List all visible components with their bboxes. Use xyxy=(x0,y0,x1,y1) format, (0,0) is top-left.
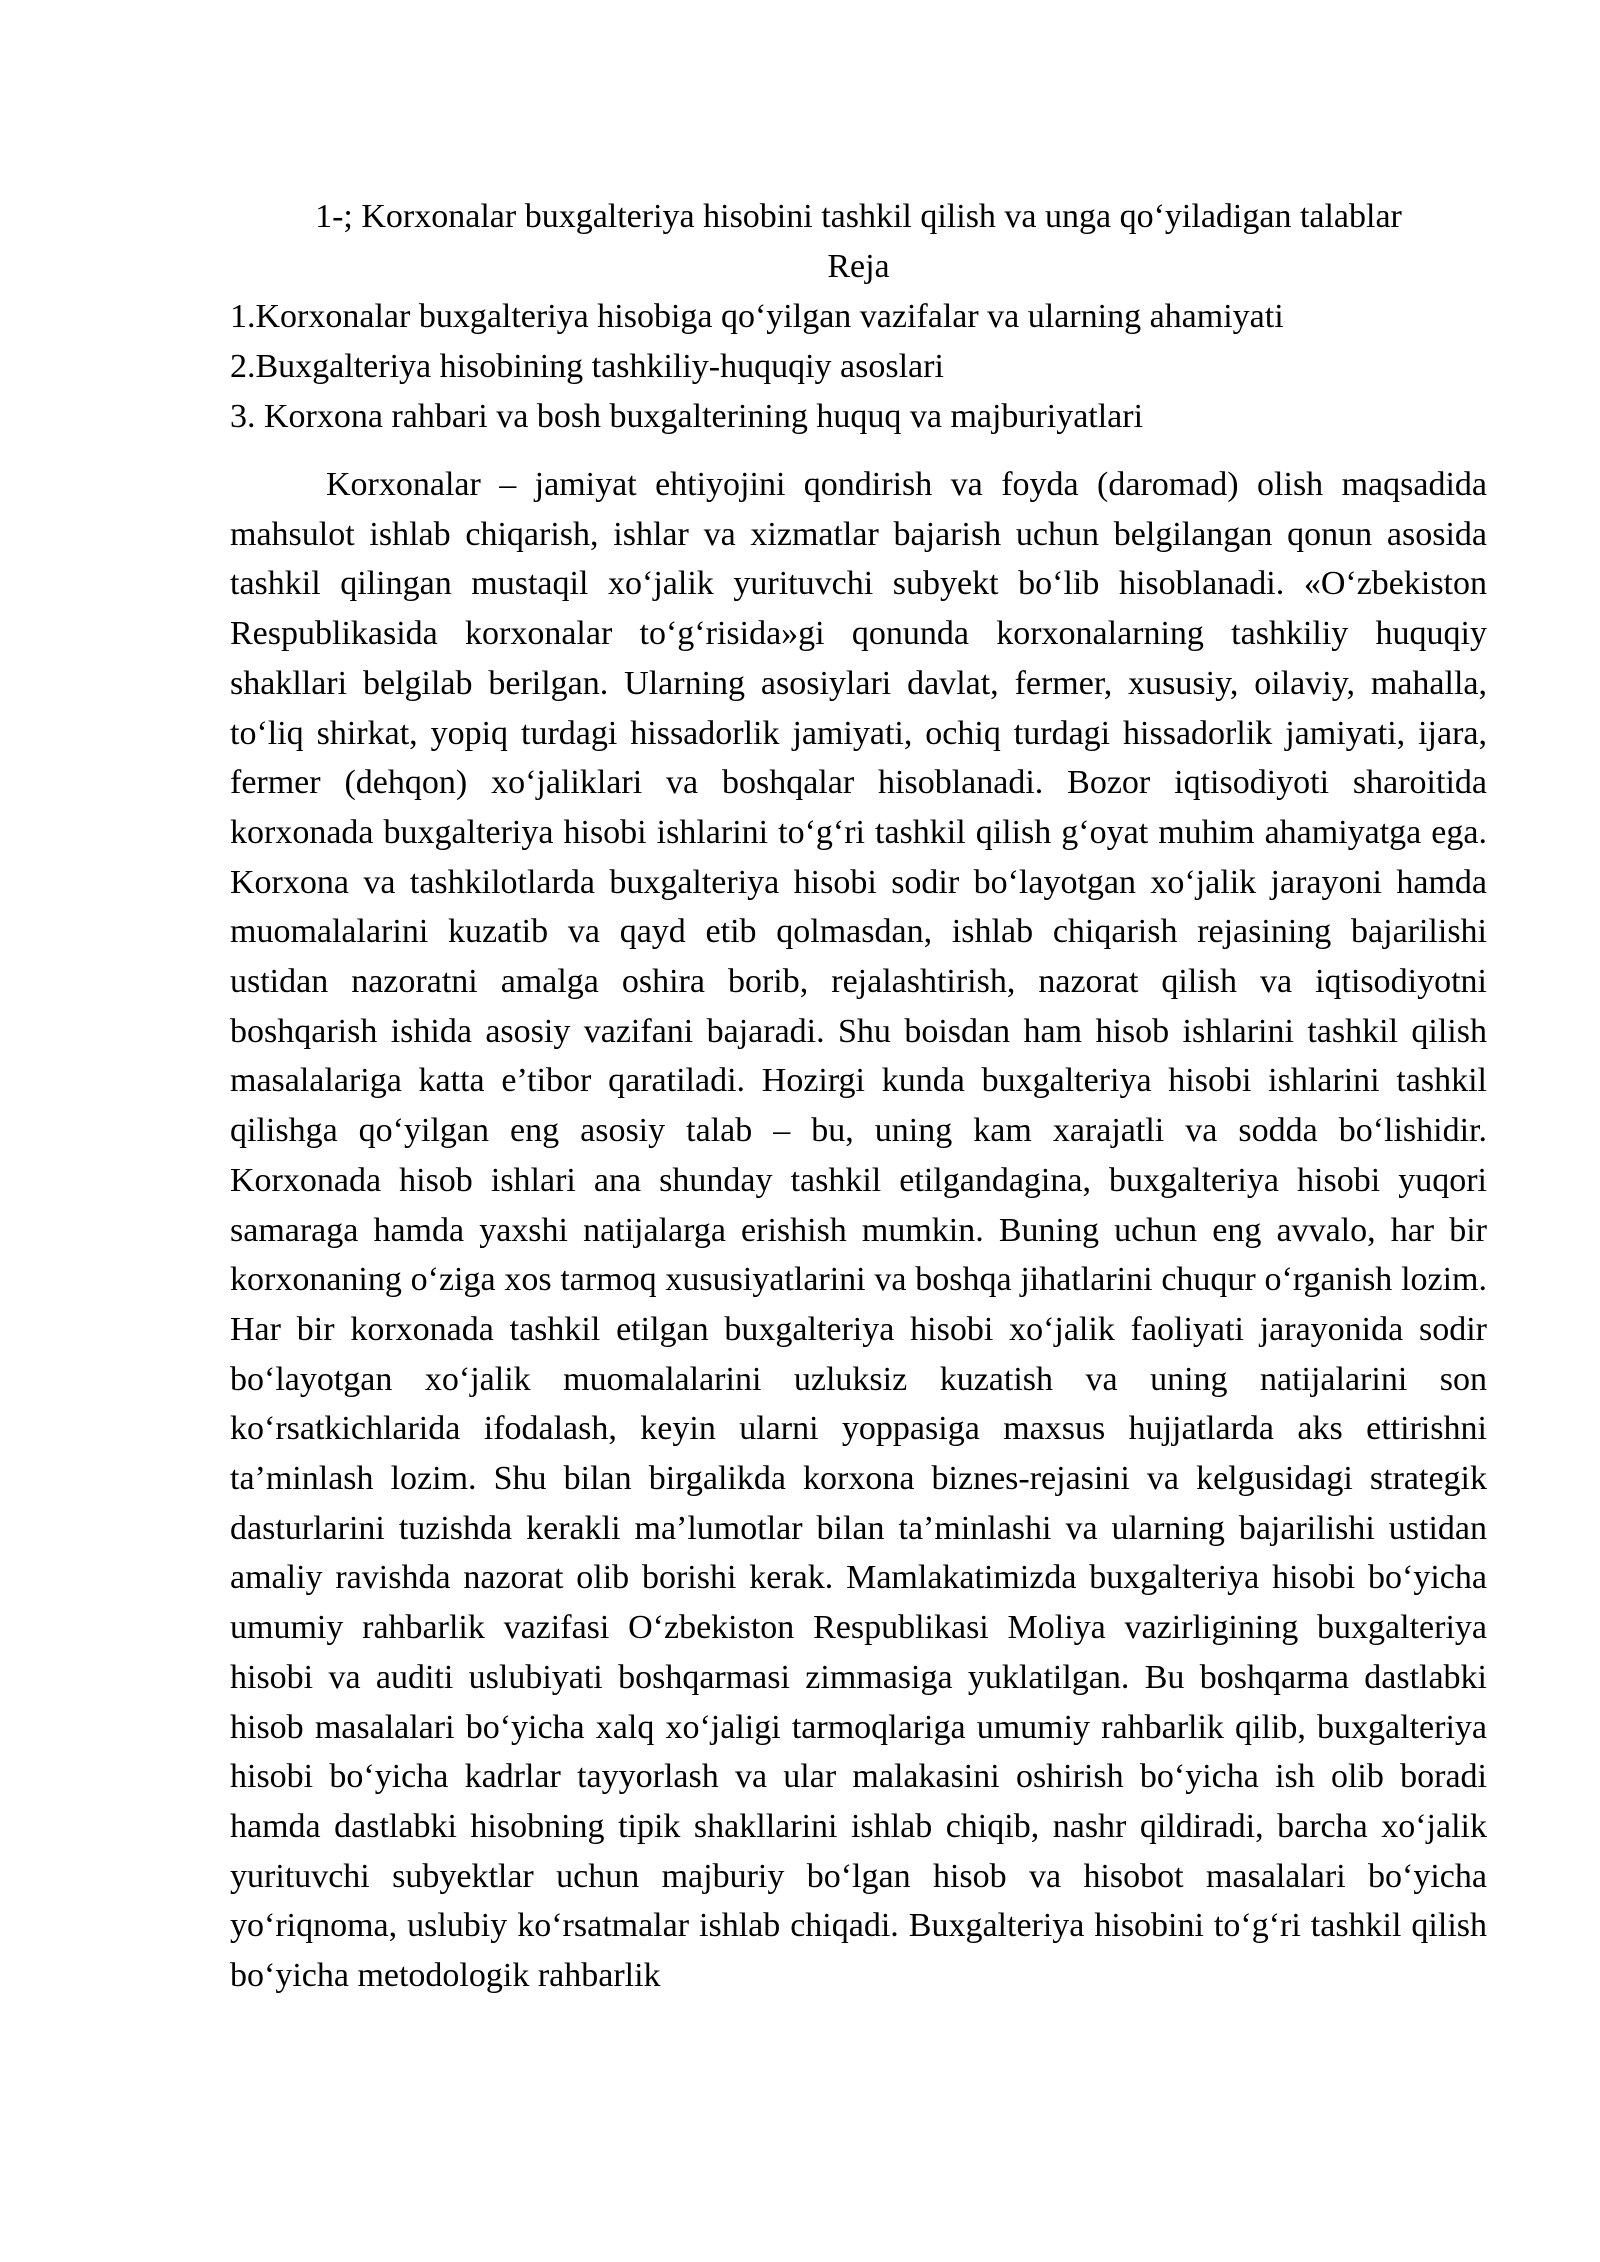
body-paragraph: Korxonalar – jamiyat ehtiyojini qondirish va foyda (daromad) olish maqsadida mahsulot ishlab chiqarish, ishlar va xizmatlar bajarish uchun belgilangan qonun asosida tashkil qilingan mustaqil xo‘jalik yurituvchi subyekt bo‘lib hisoblanadi. «O‘zbekiston Respublikasida korxonalar to‘g‘risida»gi qonunda korxonalarning tashkiliy huquqiy shakllari belgilab berilgan. Ularning asosiylari davlat, fermer, xususiy, oilaviy, mahalla, to‘liq shirkat, yopiq turdagi hissadorlik jamiyati, ochiq turdagi hissadorlik jamiyati, ijara, fermer (dehqon) xo‘jaliklari va boshqalar hisoblanadi. Bozor iqtisodiyoti sharoitida korxonada buxgalteriya hisobi ishlarini to‘g‘ri tashkil qilish g‘oyat muhim ahamiyatga ega. Korxona va tashkilotlarda buxgalteriya hisobi sodir bo‘layotgan xo‘jalik jarayoni hamda muomalalarini kuzatib va qayd etib qolmasdan, ishlab chiqarish rejasining bajarilishi ustidan nazoratni amalga oshira borib, rejalashtirish, nazorat qilish va iqtisodiyotni boshqarish ishida asosiy vazifani bajaradi. Shu boisdan ham hisob ishlarini tashkil qilish masalalariga katta e’tibor qaratiladi. Hozirgi kunda buxgalteriya hisobi ishlarini tashkil qilishga qo‘yilgan eng asosiy talab – bu, uning kam xarajatli va sodda bo‘lishidir. Korxonada hisob ishlari ana shunday tashkil etilgandagina, buxgalteriya hisobi yuqori samaraga hamda yaxshi natijalarga erishish mumkin. Buning uchun eng avvalo, har bir korxonaning o‘ziga xos tarmoq xususiyatlarini va boshqa jihatlarini chuqur o‘rganish lozim. Har bir korxonada tashkil etilgan buxgalteriya hisobi xo‘jalik faoliyati jarayonida sodir bo‘layotgan xo‘jalik muomalalarini uzluksiz kuzatish va uning natijalarini son ko‘rsatkichlarida ifodalash, keyin ularni yoppasiga maxsus hujjatlarda aks ettirishni ta’minlash lozim. Shu bilan birgalikda korxona biznes-rejasini va kelgusidagi strategik dasturlarini tuzishda kerakli ma’lumotlar bilan ta’minlashi va ularning bajarilishi ustidan amaliy ravishda nazorat olib borishi kerak. Mamlakatimizda buxgalteriya hisobi bo‘yicha umumiy rahbarlik vazifasi O‘zbekiston Respublikasi Moliya vazirligining buxgalteriya hisobi va auditi uslubiyati boshqarmasi zimmasiga yuklatilgan. Bu boshqarma dastlabki hisob masalalari bo‘yicha xalq xo‘jaligi tarmoqlariga umumiy rahbarlik qilib, buxgalteriya hisobi bo‘yicha kadrlar tayyorlash va ular malakasini oshirish bo‘yicha ish olib boradi hamda dastlabki hisobning tipik shakllarini ishlab chiqib, nashr qildiradi, barcha xo‘jalik yurituvchi subyektlar uchun majburiy bo‘lgan hisob va hisobot masalalari bo‘yicha yo‘riqnoma, uslubiy ko‘rsatmalar ishlab chiqadi. Buxgalteriya hisobini to‘g‘ri tashkil qilish bo‘yicha metodologik rahbarlik xyxy=(230,466,1487,1995)
plan-item: 1.Korxonalar buxgalteriya hisobiga qo‘yilgan vazifalar va ularning ahamiyati xyxy=(230,298,1284,335)
plan-heading: Reja xyxy=(827,248,890,285)
plan-item: 3. Korxona rahbari va bosh buxgalterining huquq va majburiyatlari xyxy=(230,398,1144,435)
plan-item: 2.Buxgalteriya hisobining tashkiliy-huquqiy asoslari xyxy=(230,348,944,385)
document-content xyxy=(230,192,1487,2001)
document-title: 1-; Korxonalar buxgalteriya hisobini tashkil qilish va unga qo‘yiladigan talablar xyxy=(315,198,1402,235)
plan-list xyxy=(230,292,1487,442)
